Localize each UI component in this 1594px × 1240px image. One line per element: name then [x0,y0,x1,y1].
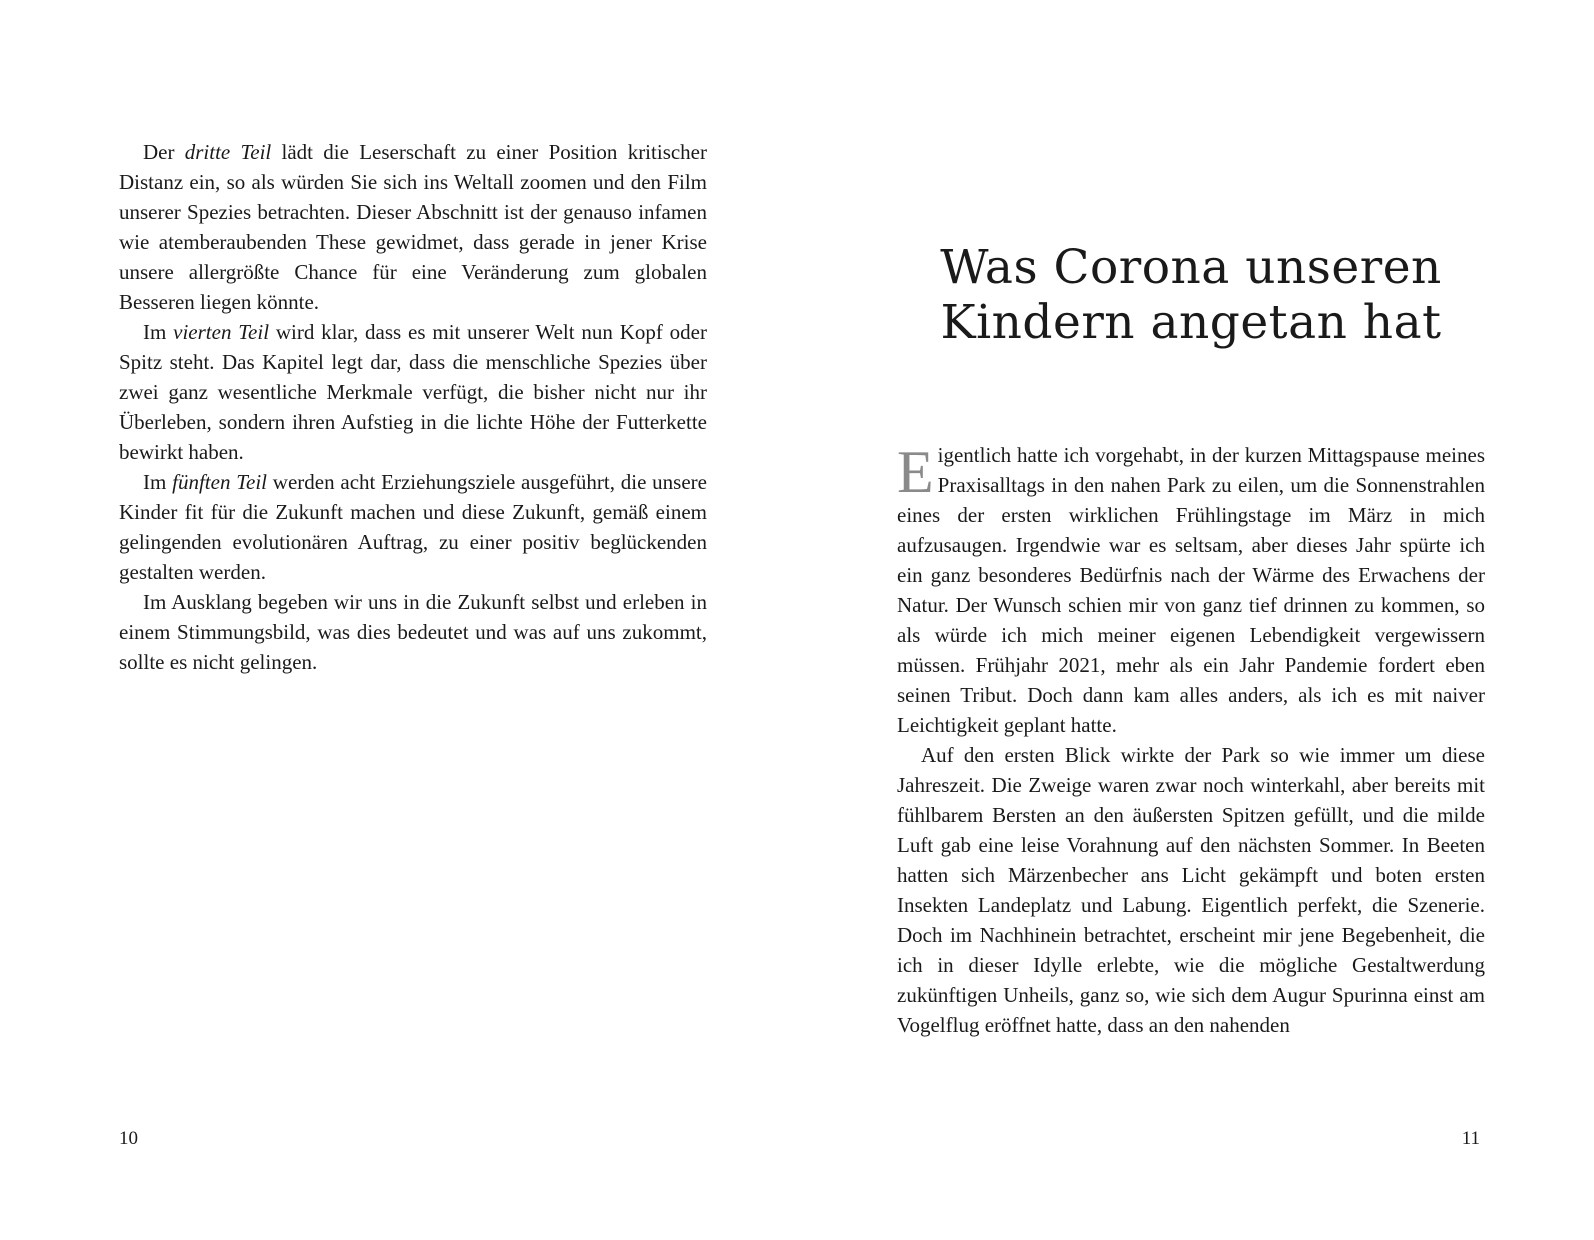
paragraph-fifth-part: Im fünften Teil werden acht Erziehungsziele ausgeführt, die unsere Kinder fit für die Zukunft machen und diese Zukunft, gemäß einem gelingenden evolutionären Auftrag, zu einer positiv beglückenden gestalten werden. [119,470,707,584]
paragraph-fourth-part: Im vierten Teil wird klar, dass es mit unserer Welt nun Kopf oder Spitz steht. Das Kapitel legt dar, dass die menschliche Spezies über zwei ganz wesentliche Merkmale verfügt, die bisher nicht nur ihr Überleben, sondern ihren Aufstieg in die lichte Höhe der Futterkette bewirkt haben. [119,320,707,464]
paragraph-epilogue: Im Ausklang begeben wir uns in die Zukunft selbst und erleben in einem Stimmungsbild, was dies bedeutet und was auf uns zukommt, sollte es nicht gelingen. [119,590,707,674]
chapter-title-line-1: Was Corona unseren [940,240,1442,295]
left-page-body [119,137,707,677]
chapter-title-line-2: Kindern angetan hat [940,295,1442,350]
right-page-body [897,440,1485,1040]
chapter-title [857,240,1525,350]
page-number-right: 11 [1461,1128,1480,1149]
page-number-left: 10 [119,1128,138,1149]
paragraph-park: Auf den ersten Blick wirkte der Park so wie immer um diese Jahreszeit. Die Zweige waren zwar noch winterkahl, aber bereits mit fühlbarem Bersten an den äußersten Spitzen gefüllt, und die milde Luft gab eine leise Vorahnung auf den nächsten Sommer. In Beeten hatten sich Märzenbecher ans Licht gekämpft und boten ersten Insekten Landeplatz und Labung. Eigentlich perfekt, die Szenerie. Doch im Nachhinein betrachtet, erscheint mir jene Begebenheit, die ich in dieser Idylle erlebte, wie die mögliche Gestaltwerdung zukünftigen Unheils, ganz so, wie sich dem Augur Spurinna einst am Vogelflug eröffnet hatte, dass an den nahenden [897,743,1485,1037]
right-page [797,0,1594,1240]
paragraph-opening: Eigentlich hatte ich vorgehabt, in der kurzen Mittagspause meines Praxisalltags in den nahen Park zu eilen, um die Sonnenstrahlen eines der ersten wirklichen Frühlingstage im März in mich aufzusaugen. Irgendwie war es seltsam, aber dieses Jahr spürte ich ein ganz besonderes Bedürfnis nach der Wärme des Erwachens der Natur. Der Wunsch schien mir von ganz tief drinnen zu kommen, so als würde ich mich meiner eigenen Lebendigkeit vergewissern müssen. Frühjahr 2021, mehr als ein Jahr Pandemie fordert eben seinen Tribut. Doch dann kam alles anders, als ich es mit naiver Leichtigkeit geplant hatte. [897,439,1485,737]
emphasis-fifth-part: fünften Teil [172,470,267,494]
emphasis-third-part: dritte Teil [184,140,272,164]
paragraph-third-part: Der dritte Teil lädt die Leserschaft zu einer Position kritischer Distanz ein, so als würden Sie sich ins Weltall zoomen und den Film unserer Spezies betrachten. Dieser Abschnitt ist der genauso infamen wie atemberaubenden These gewidmet, dass gerade in jener Krise unsere allergrößte Chance für eine Veränderung zum globalen Besseren liegen könnte. [119,140,707,314]
emphasis-fourth-part: vierten Teil [173,320,270,344]
drop-cap: E [897,439,934,505]
